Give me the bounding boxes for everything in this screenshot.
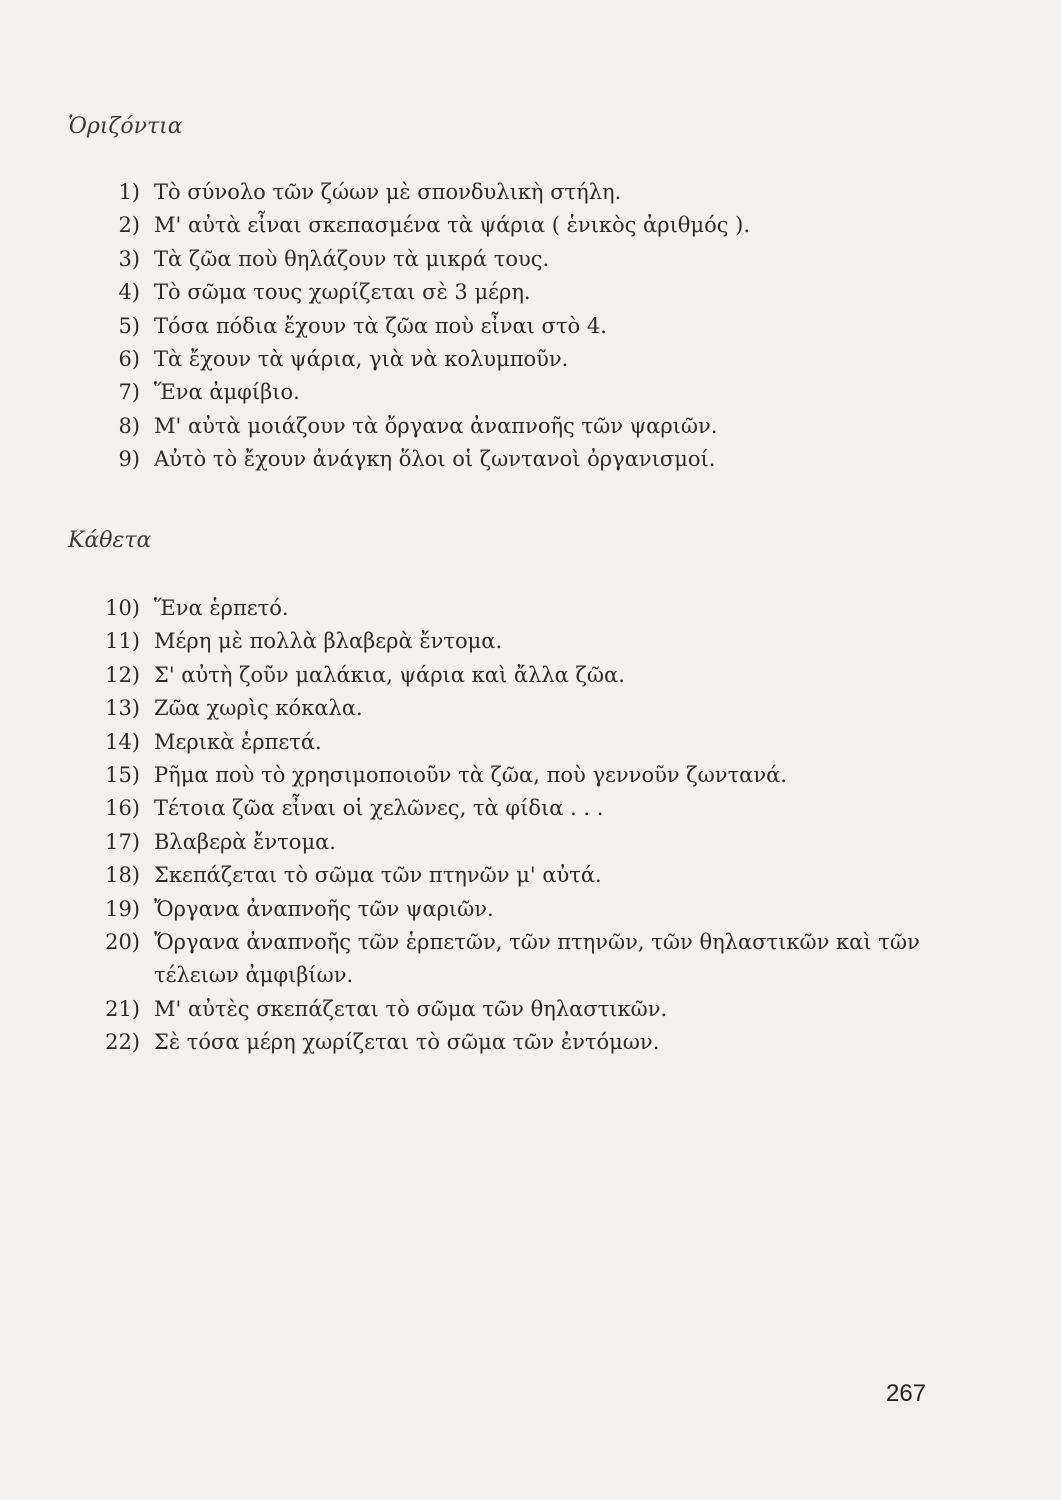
clue-item — [80, 410, 944, 443]
clue-item — [80, 343, 944, 376]
clue-number: 14) — [105, 729, 140, 754]
clue-text: Τόσα πόδια ἔχουν τὰ ζῶα ποὺ εἶναι στὸ 4. — [154, 313, 607, 338]
clue-item — [80, 826, 944, 859]
clue-number: 13) — [105, 696, 140, 721]
clue-item — [80, 659, 944, 692]
clue-item — [80, 310, 944, 343]
clue-text: Μερικὰ ἑρπετά. — [154, 729, 322, 754]
clue-number: 6) — [118, 347, 140, 372]
clue-number: 12) — [105, 662, 140, 687]
clue-number: 7) — [118, 380, 140, 405]
clue-item — [80, 926, 944, 993]
clue-item — [80, 443, 944, 476]
clue-number: 8) — [118, 413, 140, 438]
clue-text: Ἕνα ἀμφίβιο. — [154, 380, 300, 405]
clue-text: Αὐτὸ τὸ ἔχουν ἀνάγκη ὅλοι οἱ ζωντανοὶ ὀργανισμοί. — [154, 447, 716, 472]
clue-item — [80, 209, 944, 242]
clue-text: Σὲ τόσα μέρη χωρίζεται τὸ σῶμα τῶν ἐντόμων. — [154, 1030, 660, 1055]
clue-item — [80, 993, 944, 1026]
clue-item — [80, 243, 944, 276]
clue-text: Μ' αὐτὰ μοιάζουν τὰ ὄργανα ἀναπνοῆς τῶν ψαριῶν. — [154, 413, 718, 438]
clue-number: 16) — [105, 796, 140, 821]
clue-item — [80, 759, 944, 792]
clue-text: Βλαβερὰ ἔντομα. — [154, 829, 336, 854]
clue-item — [80, 592, 944, 625]
clue-item — [80, 1026, 944, 1059]
clue-number: 17) — [105, 829, 140, 854]
clue-text: Τὰ ζῶα ποὺ θηλάζουν τὰ μικρά τους. — [154, 246, 550, 271]
clue-number: 22) — [105, 1030, 140, 1055]
clue-number: 3) — [118, 246, 140, 271]
clue-item — [80, 792, 944, 825]
clue-item — [80, 376, 944, 409]
down-heading: Κάθετα — [68, 528, 152, 553]
page-number: 267 — [886, 1380, 927, 1407]
clue-text: Μέρη μὲ πολλὰ βλαβερὰ ἔντομα. — [154, 629, 503, 654]
clue-number: 1) — [118, 180, 140, 204]
across-heading: Ὁριζόντια — [68, 114, 183, 139]
clue-number: 4) — [118, 280, 140, 305]
clue-number: 21) — [105, 996, 140, 1021]
clue-text: Μ' αὐτὲς σκεπάζεται τὸ σῶμα τῶν θηλαστικῶν. — [154, 996, 668, 1021]
clue-text: Ρῆμα ποὺ τὸ χρησιμοποιοῦν τὰ ζῶα, ποὺ γεννοῦν ζωντανά. — [154, 763, 787, 788]
clue-item — [80, 859, 944, 892]
clue-number: 11) — [105, 629, 140, 654]
clue-number: 5) — [118, 313, 140, 338]
clue-item — [80, 276, 944, 309]
clue-number: 20) — [105, 930, 140, 955]
clue-text: Σκεπάζεται τὸ σῶμα τῶν πτηνῶν μ' αὐτά. — [154, 863, 602, 888]
clue-text: Ζῶα χωρὶς κόκαλα. — [154, 696, 363, 721]
clue-text: Σ' αὐτὴ ζοῦν μαλάκια, ψάρια καὶ ἄλλα ζῶα. — [154, 662, 625, 687]
across-clue-list — [80, 176, 944, 477]
clue-item — [80, 625, 944, 658]
clue-item — [80, 893, 944, 926]
clue-number: 18) — [105, 863, 140, 888]
clue-item — [80, 176, 944, 209]
down-clue-list — [80, 592, 944, 1060]
clue-text: Τὸ σύνολο τῶν ζώων μὲ σπονδυλικὴ στήλη. — [154, 180, 622, 204]
clue-text: Τέτοια ζῶα εἶναι οἱ χελῶνες, τὰ φίδια . . . — [154, 796, 604, 821]
clue-text: Ὄργανα ἀναπνοῆς τῶν ἑρπετῶν, τῶν πτηνῶν, τῶν θηλαστικῶν καὶ τῶν τέλειων ἀμφιβίων. — [154, 930, 920, 988]
clue-text: Τὸ σῶμα τους χωρίζεται σὲ 3 μέρη. — [154, 280, 531, 305]
clue-number: 19) — [105, 896, 140, 921]
clue-item — [80, 692, 944, 725]
clue-text: Μ' αὐτὰ εἶναι σκεπασμένα τὰ ψάρια ( ἑνικὸς ἀριθμός ). — [154, 213, 751, 238]
clue-item — [80, 726, 944, 759]
clue-text: Ἕνα ἑρπετό. — [154, 596, 289, 620]
clue-number: 9) — [118, 447, 140, 472]
clue-number: 15) — [105, 763, 140, 788]
clue-text: Ὄργανα ἀναπνοῆς τῶν ψαριῶν. — [154, 896, 494, 921]
clue-text: Τὰ ἔχουν τὰ ψάρια, γιὰ νὰ κολυμποῦν. — [154, 347, 569, 372]
clue-number: 10) — [105, 596, 140, 620]
clue-number: 2) — [118, 213, 140, 238]
